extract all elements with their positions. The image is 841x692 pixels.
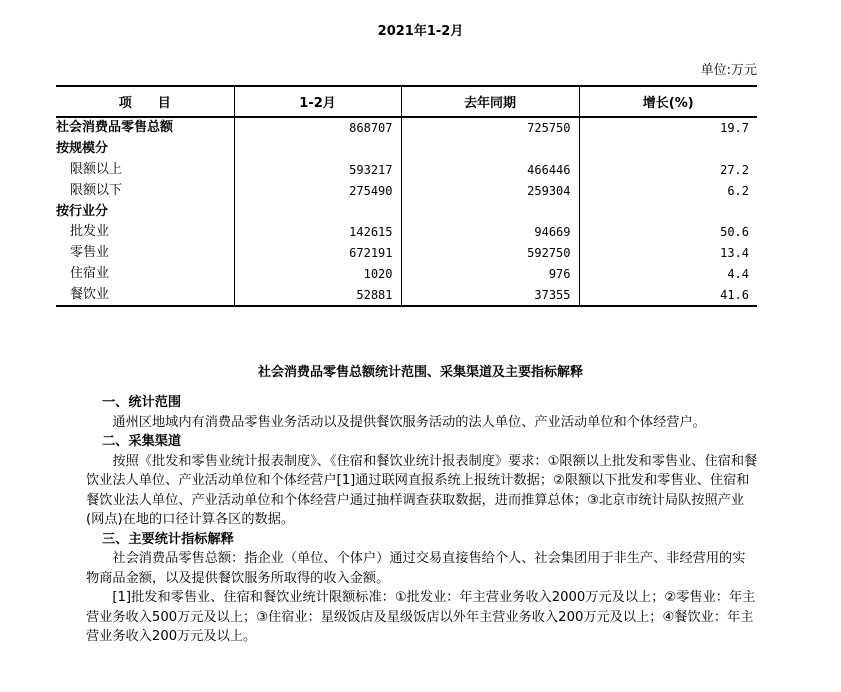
value-previous: 976 [401, 264, 579, 285]
value-current: 1020 [234, 264, 401, 285]
row-label: 按规模分 [56, 139, 234, 160]
row-label: 餐饮业 [56, 284, 234, 306]
table-row [56, 117, 757, 139]
value-growth: 6.2 [579, 180, 757, 201]
notes-body [86, 393, 758, 647]
value-growth: 19.7 [579, 117, 757, 139]
value-growth: 4.4 [579, 264, 757, 285]
value-current: 868707 [234, 117, 401, 139]
value-growth: 41.6 [579, 284, 757, 306]
table-row [56, 222, 757, 243]
row-label: 社会消费品零售总额 [56, 117, 234, 139]
retail-sales-table [56, 85, 757, 307]
column-header-current: 1-2月 [234, 86, 401, 117]
value-current: 593217 [234, 160, 401, 181]
value-current [234, 139, 401, 160]
value-current: 52881 [234, 284, 401, 306]
table-row [56, 284, 757, 306]
value-previous: 466446 [401, 160, 579, 181]
section-text-channels: 按照《批发和零售业统计报表制度》、《住宿和餐饮业统计报表制度》要求：①限额以上批发和零售业、住宿和餐饮业法人单位、产业活动单位和个体经营户[1]通过联网直报系统上报统计数据；②限额以下批发和零售业、住宿和餐饮业法人单位、产业活动单位和个体经营户通过抽样调查获取数据，进而推算总体；③北京市统计局队按照产业(网点)在地的口径计算各区的数据。 [86, 453, 758, 527]
value-growth [579, 139, 757, 160]
section-heading-scope: 一、统计范围 [102, 395, 182, 410]
row-label: 住宿业 [56, 264, 234, 285]
table-row [56, 180, 757, 201]
table-row [56, 243, 757, 264]
column-header-previous: 去年同期 [401, 86, 579, 117]
table-row [56, 160, 757, 181]
unit-label: 单位:万元 [700, 63, 757, 78]
value-current: 142615 [234, 222, 401, 243]
table-row [56, 264, 757, 285]
table-header-row [56, 86, 757, 117]
value-growth: 27.2 [579, 160, 757, 181]
table-row [56, 201, 757, 222]
section-heading-indicators: 三、主要统计指标解释 [102, 531, 234, 547]
value-previous [401, 139, 579, 160]
value-previous: 725750 [401, 117, 579, 139]
report-period: 2021年1-2月 [377, 24, 464, 39]
value-growth: 13.4 [579, 243, 757, 264]
notes-title: 社会消费品零售总额统计范围、采集渠道及主要指标解释 [257, 365, 583, 380]
row-label: 批发业 [56, 222, 234, 243]
section-text-indicator-definition: 社会消费品零售总额：指企业（单位、个体户）通过交易直接售给个人、社会集团用于非生产、非经营用的实物商品金额，以及提供餐饮服务所取得的收入金额。 [86, 551, 746, 586]
value-previous: 592750 [401, 243, 579, 264]
value-previous: 259304 [401, 180, 579, 201]
value-previous [401, 201, 579, 222]
section-text-scope: 通州区地域内有消费品零售业务活动以及提供餐饮服务活动的法人单位、产业活动单位和个体经营户。 [112, 414, 706, 430]
value-current: 672191 [234, 243, 401, 264]
column-header-growth: 增长(%) [579, 86, 757, 117]
value-growth [579, 201, 757, 222]
section-text-threshold-footnote: [1]批发和零售业、住宿和餐饮业统计限额标准：①批发业：年主营业务收入2000万元及以上；②零售业：年主营业务收入500万元及以上；③住宿业：星级饭店及星级饭店以外年主营业务收入200万元及以上；④餐饮业：年主营业务收入200万元及以上。 [86, 590, 756, 644]
value-previous: 37355 [401, 284, 579, 306]
column-header-item: 项 目 [56, 86, 234, 117]
value-growth: 50.6 [579, 222, 757, 243]
value-current: 275490 [234, 180, 401, 201]
table-row [56, 139, 757, 160]
value-previous: 94669 [401, 222, 579, 243]
section-heading-channels: 二、采集渠道 [102, 434, 182, 449]
row-label: 限额以下 [56, 180, 234, 201]
row-label: 按行业分 [56, 201, 234, 222]
value-current [234, 201, 401, 222]
row-label: 零售业 [56, 243, 234, 264]
row-label: 限额以上 [56, 160, 234, 181]
